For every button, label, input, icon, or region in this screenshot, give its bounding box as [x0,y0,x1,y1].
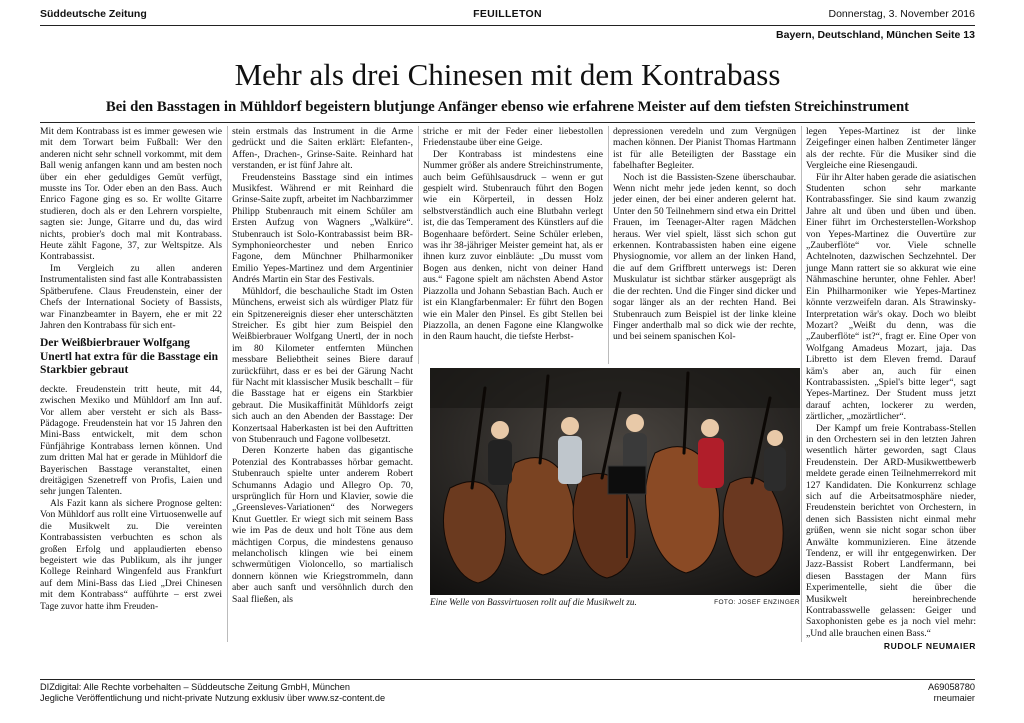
paragraph: legen Yepes-Martinez ist der linke Zeigefinger einen halben Zentimeter länger als der rechte. Für die Musiker sind die Vergleiche eine Riesengaudi. [806,126,976,172]
paragraph: stein erstmals das Instrument in die Arme gedrückt und die Saiten erklärt: Elefanten-, Affen-, Drachen-, Grinse-Saite. Reinhard hat verstanden, er ist fünf Jahre alt. [232,126,413,172]
footer-meta [928,682,975,704]
headline: Mehr als drei Chinesen mit dem Kontrabass [234,57,781,92]
paragraph: striche er mit der Feder einer liebestollen Friedenstaube über eine Geige. [423,126,603,149]
footer-rule [40,679,975,680]
photo-caption: Eine Welle von Bassvirtuosen rollt auf die Musikwelt zu. [430,597,637,607]
bass-ensemble-illustration [430,368,800,595]
paragraph: Noch ist die Bassisten-Szene überschaubar. Wenn nicht mehr jede jeden kennt, so doch jeder einen, der bei einer anderen gelernt hat. Unter den 50 Teilnehmern sind etwa ein Drittel Frauen, im Teenager-Alter ragen Mädchen heraus. Wer viel spielt, lässt sich schon gut erkennen. Kontrabassisten haben eine eigene Physiognomie, vor allem an der linken Hand, die auf dem Griffbrett unterwegs ist: Deren Muskulatur ist sichtbar stärker ausgeprägt als die der rechten. Und die Finger sind dicker und sogar länger als an der rechten Hand. Bei Stubenrauch zum Beispiel ist der linke kleine Finger anderthalb mal so dick wie der rechte, und bei seinem spanischen Kol- [613,171,796,343]
user-id: rneumaier [933,693,975,703]
paragraph: Deren Konzerte haben das gigantische Potenzial des Kontrabasses hörbar gemacht. Stubenrauch spielte unter anderem Robert Schumanns Adagio und Allegro Op. 70, ursprünglich für Horn und Klavier, sowie die „Greensleves-Variationen“ des Norwegers Knut Guettler. Er wiegt sich mit seinem Bass wie im Pas de deux und holt Töne aus dem mächtigen Corpus, die mindestens genauso melancholisch klingen wie bei einem schwermütigen Violoncello, so martialisch donnern können wie Kriegstrommeln, dann aber auch sanft und versöhnlich durch den Saal fließen, als [232,445,413,605]
paragraph: deckte. Freudenstein tritt heute, mit 44, zwischen Mexiko und Mühldorf am Inn auf. Vor allem aber versteht er sich als Bass-Pädagoge. Freudenstein hat vor 15 Jahren den Mini-Bass entwickelt, mit dem schon Fünfjährige Kontrabass lernen können. Und zum dritten Mal hat er gerade in Mühldorf die Bayerischen Basstage veranstaltet, einen dreitägigen Szenetreff von Profis, Laien und sehr jungen Talenten. [40,383,222,498]
header-rule [40,25,975,26]
paragraph: Der Kampf um freie Kontrabass-Stellen in den Orchestern sei in den letzten Jahren wesentlich härter geworden, sagt Claus Freudenstein. Der ARD-Musikwettbewerb meldete gerade einen Teilnehmerrekord mit 127 Kandidaten. Die Konkurrenz schlage sich auf die Arbeitsatmosphäre nieder, Freudenstein berichtet von Orchestern, in denen sich Bassisten nicht einmal mehr grüßen, wenn sie nicht sogar schon über Anwälte kommunizieren. Eine ätzende Tendenz, er will ihr entgegenwirken. Der Jazz-Bassist Robert Landfermann, bei diesen Basstagen der Mann fürs Experimentelle, sieht die über die Musikwelt hereinbrechende Kontrabasswelle gelassen: Geiger und Saxophonisten gebe es ja noch viel mehr: „Und alle brauchen einen Bass.“ [806,422,976,639]
column-divider [227,126,228,642]
paragraph: Als Fazit kann als sichere Prognose gelten: Von Mühldorf aus rollt eine Virtuosenwelle auf die Musikwelt zu. Die vereinten Kontrabassisten verbuchten es schon als großen Erfolg und applaudierten ebenso begeistert wie das Publikum, als ihr junger Kollege Reinhard Wingenfeld aus Frankfurt auf dem Mini-Bass das Lied „Drei Chinesen mit dem Kontrabass“ aufführte – erst zwei Tage zuvor hatte ihm Freuden- [40,497,222,612]
article-column-5 [806,126,976,652]
column-divider [801,126,802,642]
page-header [40,8,975,22]
paragraph: Mühldorf, die beschauliche Stadt im Osten Münchens, erweist sich als würdiger Platz für ein Spitzenereignis dieser eher unterschätzten Streicher. Es gibt hier zum Beispiel den Weißbierbrauer Wolfgang Unertl, der in noch im 80 Kilometer entfernten München messbare Beliebtheit seines Biere darauf zurückführt, dass er es bei der Gärung Nacht für Nacht mit klassischer Musik beschallt – für die Basstage hat er eigens ein Starkbier gebraut. Die Musikaffinität Mühldorfs zeigt sich auch an den Abenden der Basstage: Der Konzertsaal Haberkasten ist bei den Auftritten von Stubenrauch und Fagone vollbesetzt. [232,285,413,445]
section-name: FEUILLETON [473,8,542,20]
paragraph: Im Vergleich zu allen anderen Instrumentalisten sind fast alle Kontrabassisten Spätberufene. Claus Freudenstein, einer der Chefs der International Society of Bassists, war Finanzbeamter in Bayern, ehe er mit 22 Jahren den Kontrabass für sich ent- [40,262,222,331]
edition-line: Bayern, Deutschland, München Seite 13 [776,29,975,41]
headline-rule [40,122,975,123]
newspaper-name: Süddeutsche Zeitung [40,8,147,20]
article-column-1 [40,126,222,642]
column-divider [608,126,609,364]
license-line: Jegliche Veröffentlichung und nicht-private Nutzung exklusiv über www.sz-content.de [40,693,386,703]
subheadline: Bei den Basstagen in Mühldorf begeistern blutjunge Anfänger ebenso wie erfahrene Meister auf dem tiefsten Streichinstrument [105,99,910,115]
concert-photo [430,368,800,595]
article-column-2 [232,126,413,642]
intertitle: Der Weißbierbrauer Wolfgang Unertl hat extra für die Basstage ein Starkbier gebraut [40,337,219,377]
footer-copyright [40,682,385,704]
document-id: A69058780 [927,682,975,692]
article-column-3 [423,126,603,364]
photo-credit: FOTO: JOSEF ENZINGER [714,599,800,606]
paragraph: Freudensteins Basstage sind ein intimes Musikfest. Während er mit Reinhard die Grinse-Saite zupft, arbeitet im Nachbarzimmer Philipp Stubenrauch mit einem Schüler am Ersten Aufzug von Wagners „Walküre“. Stubenrauch ist Solo-Kontrabassist beim BR-Symphonieorchester und neben Enrico Fagone, dem Münchner Philharmoniker Emilio Yepes-Martinez und dem Argentinier Andrés Martin ein Star des Festivals. [232,171,413,286]
paragraph: Für ihr Alter haben gerade die asiatischen Studenten schon sehr markante Kontrabassfinger. Sie sind kaum zwanzig Jahre alt und üben und üben und üben. Einer führt im Orchesterstellen-Workshop von Yepes-Martinez die Ouvertüre zur „Zauberflöte“ vor. Viele schnelle Achtelnoten, dazwischen Sechzehntel. Der junge Mann rattert sie so akkurat wie eine Nähmaschine herunter, ohne Fehler. Aber! Ein Philharmoniker wie Yepes-Martinez könnte verzweifeln daran. Als Strawinsky-Interpretation wär's okay. Doch wo bleibt Mozart? „Weißt du denn, was die „Zauberflöte“ ist?“, fragt er. Eine Oper von Wolfgang Amadeus Mozart, jaja. Das Libretto ist dem Eleven fremd. Darauf käm's aber an, auch für einen Kontrabassisten. „Spiel's bitte leger“, sagt Yepes-Martinez. Der Student muss jetzt darauf achten, lockerer zu werden, zärtlicher, „mozärtlicher“. [806,171,976,423]
paragraph: depressionen veredeln und zum Vergnügen machen können. Der Pianist Thomas Hartmann ist für alle Beteiligten der Basstage ein fabelhafter Begleiter. [613,126,796,172]
paragraph: Der Kontrabass ist mindestens eine Nummer größer als andere Streichinstrumente, auch beim Gefühlsausdruck – wenn er gut gespielt wird. Stubenrauch führt den Bogen wie ein Körperteil, in dessen Holz selbstverständlich auch eine Blutbahn verlegt ist, die das Temperament des Künstlers auf die Bogenhaare befördert. Seine Schüler erleben, was ihr 38-jähriger Meister gemeint hat, als er ihnen kurz zuvor einbläute: „Du musst vom Bogen aus denken, nicht von deiner Hand aus.“ Fagone spielt am nächsten Abend Astor Piazzolla und Johann Sebastian Bach. Auch er ist ein Klangfarbenmaler: Er führt den Bogen wie ein Maler den Pinsel. Es gibt Stellen bei Piazzolla, an denen Fagone eine Klangwolke in den Raum haucht, die tiefste Herbst- [423,148,603,343]
copyright-line: DIZdigital: Alle Rechte vorbehalten – Süddeutsche Zeitung GmbH, München [40,682,350,692]
column-divider [418,126,419,364]
paragraph: Mit dem Kontrabass ist es immer gewesen wie mit dem Torwart beim Fußball: Wer den anderen nicht sehr schnell vorkommt, mit dem Ball wenig anfangen kann und am besten noch über ein eher geduldiges Gemüt verfügt, musste ins Tor. Oder eben an den Bass. Auch Enrico Fagone ging es so. Er wollte Gitarre studieren, doch als er den Lehrern vorspielte, sagten sie: Junge, Gitarre und du, das wird nichts, probier's doch mal mit Kontrabass. Heute zählt Fagone, 37, zur Weltspitze. Als Kontrabassist. [40,126,222,263]
article-column-4 [613,126,796,364]
issue-date: Donnerstag, 3. November 2016 [828,8,975,20]
author-byline: RUDOLF NEUMAIER [883,641,976,652]
